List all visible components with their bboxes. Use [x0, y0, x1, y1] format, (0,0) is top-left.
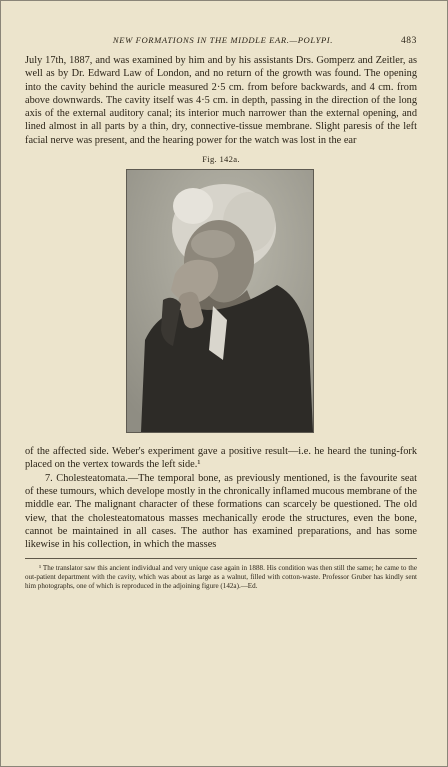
figure-label: Fig. 142a. — [202, 154, 240, 165]
book-page — [25, 35, 417, 590]
page-number: 483 — [400, 36, 417, 46]
paragraph-cholesteatomata: 7. Cholesteatomata.—The temporal bone, as previously mentioned, is the favourite seat of these tumours, which develope mostly in the chronically inflamed mucous membrane of the middle ear. The malignant character of these formations can scarcely be questioned. The old view, that the cholesteatomatous masses mechanically erode the structures, even the bone, cannot be maintained in all cases. The author has examined preparations, and has some likewise in his collection, in which the masses — [25, 472, 417, 551]
footnote: ¹ The translator saw this ancient individual and very unique case again in 1888. His condition was then still the same; he came to the out-patient department with the cavity, which was about as large as a walnut, filled with cotton-waste. Professor Gruber has kindly sent him photographs, one of which is reproduced in the adjoining figure (142a).—Ed. — [25, 564, 417, 590]
photograph-patient-hand-on-face — [127, 170, 313, 432]
paragraph-after-figure: of the affected side. Weber's experiment gave a positive result—i.e. he heard the tuning-fork placed on the vertex towards the left side.¹ — [25, 446, 417, 471]
footnote-rule — [25, 558, 417, 559]
paragraph-top: July 17th, 1887, and was examined by him and by his assistants Drs. Gomperz and Zeitler, as well as by Dr. Edward Law of London, and no return of the growth was found. The opening into the cavity behind the auricle measured 2·5 cm. from before backwards, and 4 cm. from above downwards. The cavity itself was 4·5 cm. in depth, passing in the direction of the long axis of the external auditory canal; its interior much narrower than the external opening, and lined almost in all parts by a thin, dry, connective-tissue membrane. Slight paresis of the left facial nerve was present, and the hearing power for the watch was lost in the ear — [25, 55, 417, 146]
running-header-title: NEW FORMATIONS IN THE MIDDLE EAR.—POLYPI. — [112, 35, 334, 45]
figure-photograph — [126, 169, 314, 433]
running-header — [25, 35, 417, 46]
